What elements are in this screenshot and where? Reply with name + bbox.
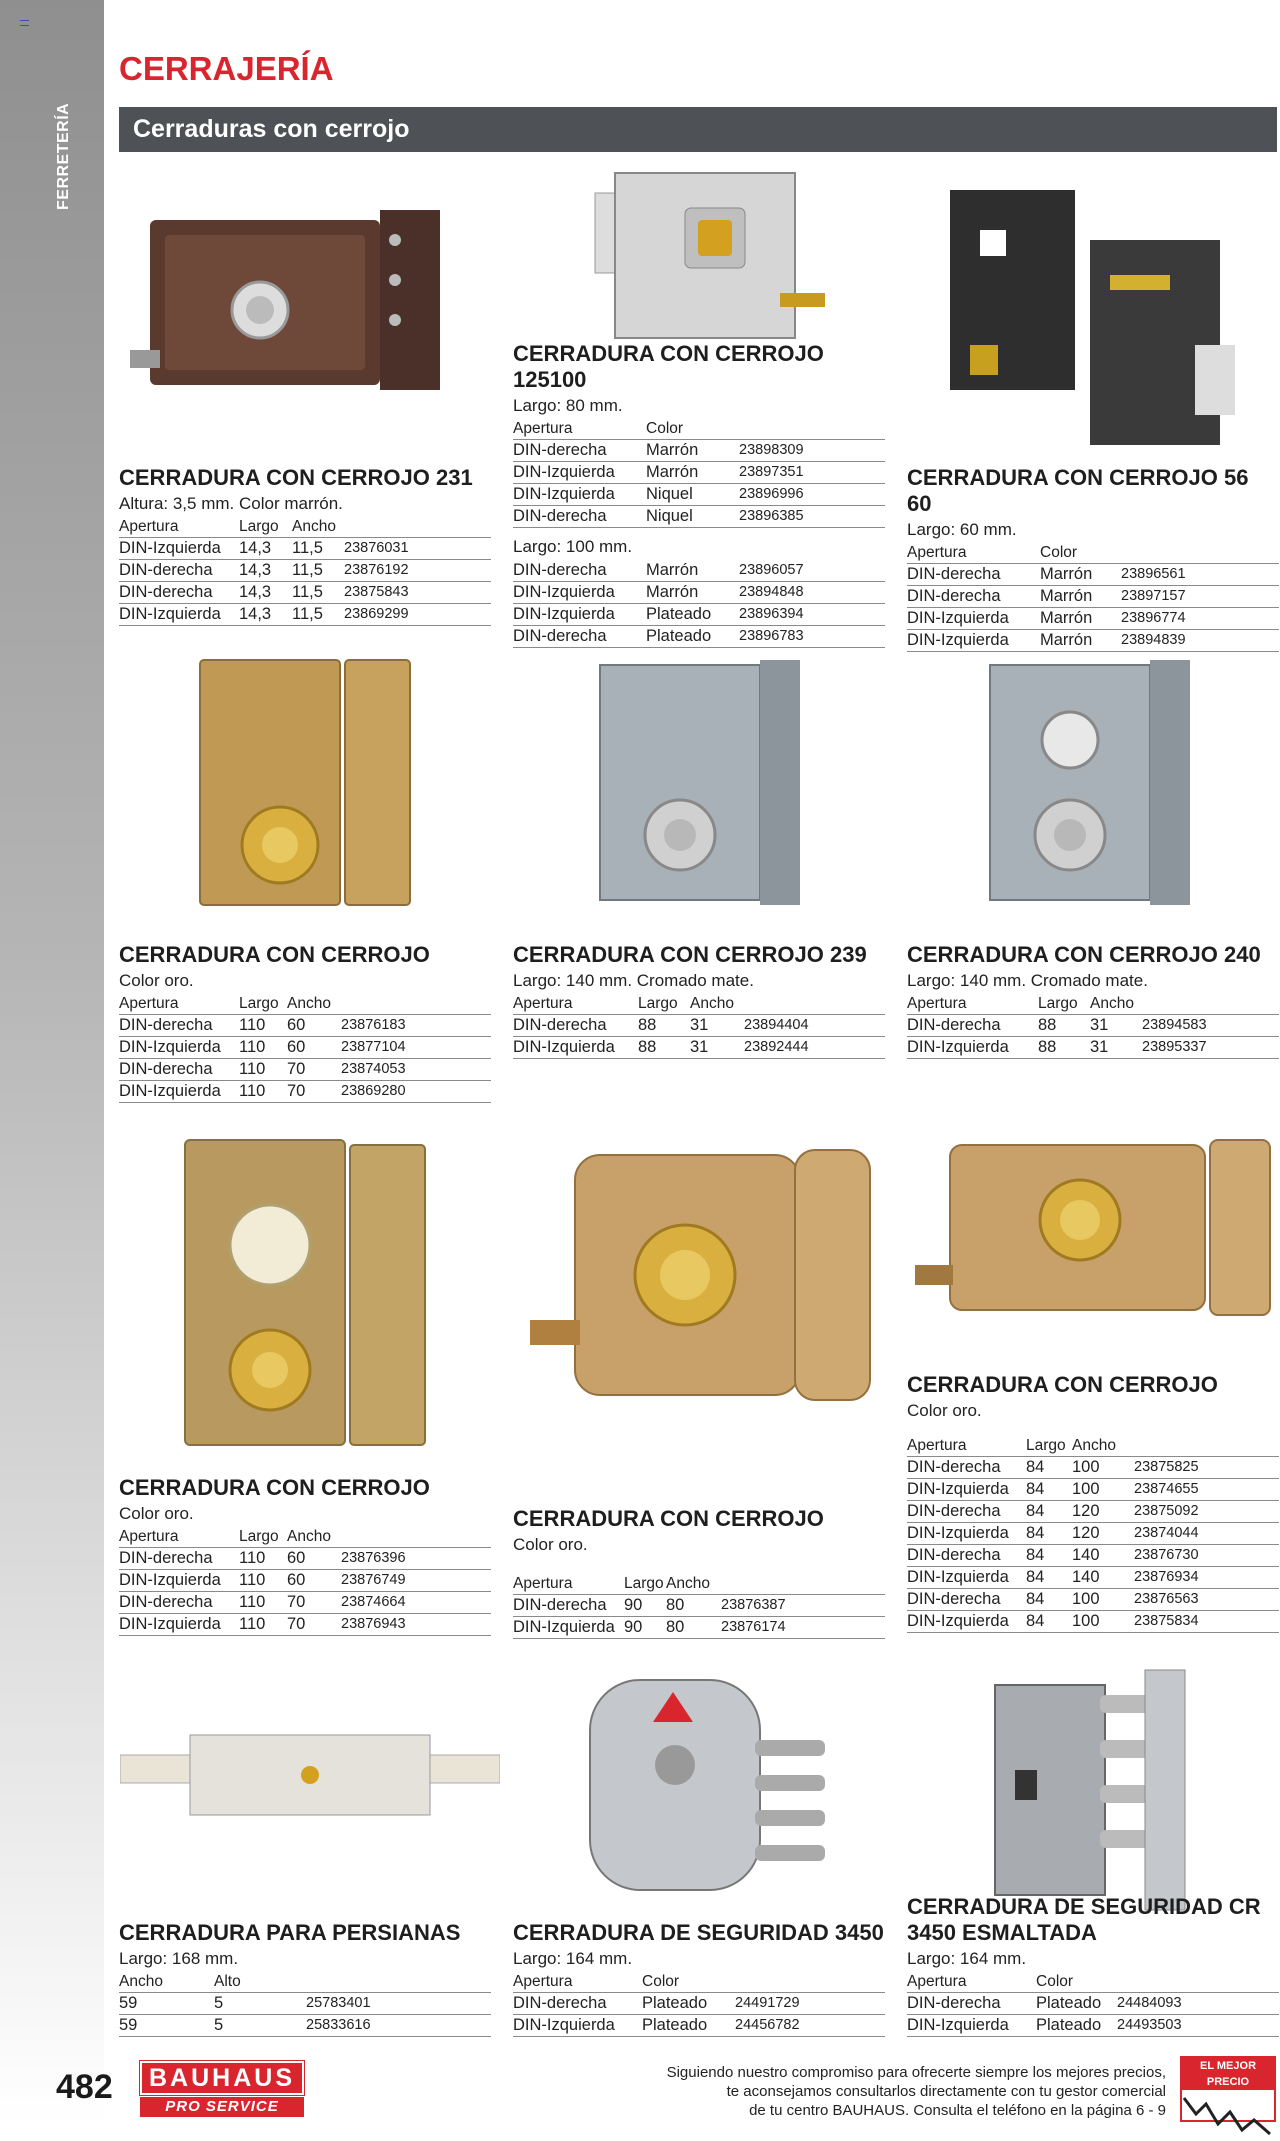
product-title: CERRADURA CON CERROJO xyxy=(513,1506,824,1531)
product-desc: Largo: 164 mm. xyxy=(907,1949,1027,1968)
product-title: CERRADURA CON CERROJO xyxy=(907,1372,1218,1397)
product-image-3450 xyxy=(575,1660,835,1915)
table-row: DIN-Izquierda Plateado 24493503 xyxy=(907,2015,1279,2037)
product-card xyxy=(907,1894,1279,2037)
table-row: DIN-Izquierda 110 60 23877104 xyxy=(119,1037,491,1059)
product-image-persianas xyxy=(120,1730,500,1820)
product-image-cr3450 xyxy=(985,1665,1210,1915)
table-row: DIN-derecha Marrón 23896561 xyxy=(907,564,1279,586)
product-card xyxy=(119,465,491,626)
product-card xyxy=(513,942,885,1059)
product-card xyxy=(513,341,885,648)
product-title: CERRADURA CON CERROJO 125100 xyxy=(513,341,824,392)
table-row: DIN-Izquierda 88 31 23895337 xyxy=(907,1037,1279,1059)
product-desc: Largo: 164 mm. xyxy=(513,1949,633,1968)
product-desc: Largo: 140 mm. Cromado mate. xyxy=(513,971,754,990)
table-row: DIN-Izquierda 88 31 23892444 xyxy=(513,1037,885,1059)
logo-wordmark: BAUHAUS xyxy=(140,2061,304,2095)
footer-note xyxy=(600,2063,1166,2120)
section-title: Cerraduras con cerrojo xyxy=(119,107,1277,152)
table-row: DIN-derecha Niquel 23896385 xyxy=(513,506,885,528)
table-header: Apertura Color xyxy=(513,1972,885,1993)
sidebar-mark xyxy=(20,20,29,26)
product-table xyxy=(119,994,491,1103)
product-card xyxy=(907,465,1279,652)
badge-label: EL MEJOR PRECIO xyxy=(1182,2058,1274,2090)
product-desc: Color oro. xyxy=(907,1401,982,1420)
table-row: DIN-Izquierda 110 70 23876943 xyxy=(119,1614,491,1636)
sidebar-label-wrap xyxy=(55,100,95,210)
product-image-239 xyxy=(595,655,805,910)
page-number: 482 xyxy=(56,2068,113,2106)
product-card xyxy=(907,942,1279,1059)
product-table xyxy=(513,994,885,1059)
table-row: DIN-derecha 90 80 23876387 xyxy=(513,1595,885,1617)
product-desc: Color oro. xyxy=(119,971,194,990)
product-card xyxy=(119,1920,491,2037)
table-row: DIN-derecha 110 70 23874053 xyxy=(119,1059,491,1081)
sidebar xyxy=(0,0,104,2124)
product-desc: Color oro. xyxy=(513,1535,588,1554)
product-table xyxy=(513,560,885,648)
product-desc: Largo: 60 mm. xyxy=(907,520,1017,539)
product-table xyxy=(119,1972,491,2037)
product-card xyxy=(119,1475,491,1636)
table-row: DIN-derecha Marrón 23896057 xyxy=(513,560,885,582)
table-header: Apertura Largo Ancho xyxy=(119,1527,491,1548)
product-title: CERRADURA DE SEGURIDAD CR 3450 ESMALTADA xyxy=(907,1894,1261,1945)
table-row: DIN-Izquierda Marrón 23897351 xyxy=(513,462,885,484)
product-title: CERRADURA CON CERROJO 231 xyxy=(119,465,473,490)
product-image-oro-4 xyxy=(915,1135,1275,1320)
best-price-badge xyxy=(1180,2056,1276,2122)
table-row: DIN-derecha Marrón 23898309 xyxy=(513,440,885,462)
product-desc-secondary: Largo: 100 mm. xyxy=(513,537,633,556)
product-card xyxy=(119,942,491,1103)
logo-subline: PRO SERVICE xyxy=(140,2097,304,2117)
product-image-240 xyxy=(985,655,1195,910)
footer-note-line: te aconsejamos consultarlos directamente con tu gestor comercial xyxy=(726,2083,1166,2100)
product-desc: Color oro. xyxy=(119,1504,194,1523)
table-row: DIN-Izquierda Plateado 24456782 xyxy=(513,2015,885,2037)
table-row: DIN-Izquierda Niquel 23896996 xyxy=(513,484,885,506)
table-row: DIN-derecha 14,3 11,5 23875843 xyxy=(119,582,491,604)
product-image-231 xyxy=(130,200,450,410)
table-header: Apertura Largo Ancho xyxy=(907,1436,1279,1457)
product-table xyxy=(513,1972,885,2037)
product-image-oro-3 xyxy=(525,1145,875,1405)
footer-note-line: Siguiendo nuestro compromiso para ofrecerte siempre los mejores precios, xyxy=(666,2064,1166,2081)
product-card xyxy=(513,1920,885,2037)
price-chart-icon xyxy=(1182,2090,1274,2136)
table-row: DIN-derecha 88 31 23894583 xyxy=(907,1015,1279,1037)
footer-note-line: de tu centro BAUHAUS. Consulta el teléfono en la página 6 - 9 xyxy=(749,2102,1166,2119)
table-row: DIN-derecha Plateado 24484093 xyxy=(907,1993,1279,2015)
table-row: 59 5 25783401 xyxy=(119,1993,491,2015)
sidebar-label: FERRETERÍA xyxy=(55,102,72,210)
product-table xyxy=(513,419,885,528)
product-title: CERRADURA DE SEGURIDAD 3450 xyxy=(513,1920,884,1945)
table-row: DIN-derecha Plateado 23896783 xyxy=(513,626,885,648)
product-image-5660 xyxy=(940,180,1240,450)
product-title: CERRADURA CON CERROJO xyxy=(119,942,430,967)
table-header: Apertura Color xyxy=(513,419,885,440)
product-title: CERRADURA PARA PERSIANAS xyxy=(119,1920,461,1945)
table-header: Apertura Largo Ancho xyxy=(119,994,491,1015)
table-row: DIN-Izquierda 84 100 23874655 xyxy=(907,1479,1279,1501)
product-table xyxy=(513,1574,885,1639)
table-row: DIN-Izquierda 90 80 23876174 xyxy=(513,1617,885,1639)
product-title: CERRADURA CON CERROJO xyxy=(119,1475,430,1500)
table-header: Apertura Largo Ancho xyxy=(513,994,885,1015)
table-row: DIN-Izquierda Marrón 23894839 xyxy=(907,630,1279,652)
table-row: DIN-derecha Marrón 23897157 xyxy=(907,586,1279,608)
table-header: Apertura Color xyxy=(907,543,1279,564)
product-card xyxy=(907,1372,1279,1633)
table-header: Ancho Alto xyxy=(119,1972,491,1993)
table-row: DIN-derecha 84 140 23876730 xyxy=(907,1545,1279,1567)
product-title: CERRADURA CON CERROJO 56 60 xyxy=(907,465,1249,516)
table-row: DIN-derecha 88 31 23894404 xyxy=(513,1015,885,1037)
product-desc: Largo: 140 mm. Cromado mate. xyxy=(907,971,1148,990)
product-table xyxy=(119,517,491,626)
product-image-oro-2 xyxy=(180,1135,430,1450)
table-row: 59 5 25833616 xyxy=(119,2015,491,2037)
table-row: DIN-Izquierda 84 100 23875834 xyxy=(907,1611,1279,1633)
table-row: DIN-Izquierda Marrón 23894848 xyxy=(513,582,885,604)
table-row: DIN-derecha 110 70 23874664 xyxy=(119,1592,491,1614)
table-row: DIN-Izquierda 14,3 11,5 23876031 xyxy=(119,538,491,560)
table-row: DIN-Izquierda 110 60 23876749 xyxy=(119,1570,491,1592)
table-row: DIN-derecha 84 100 23876563 xyxy=(907,1589,1279,1611)
table-header: Apertura Largo Ancho xyxy=(907,994,1279,1015)
product-desc: Largo: 168 mm. xyxy=(119,1949,239,1968)
product-card xyxy=(513,1506,885,1639)
table-row: DIN-Izquierda Marrón 23896774 xyxy=(907,608,1279,630)
page-title: CERRAJERÍA xyxy=(119,50,334,87)
table-row: DIN-Izquierda 14,3 11,5 23869299 xyxy=(119,604,491,626)
table-row: DIN-derecha 110 60 23876183 xyxy=(119,1015,491,1037)
product-desc: Altura: 3,5 mm. Color marrón. xyxy=(119,494,343,513)
table-header: Apertura Largo Ancho xyxy=(119,517,491,538)
table-row: DIN-derecha 84 100 23875825 xyxy=(907,1457,1279,1479)
product-image-125100 xyxy=(575,168,835,348)
table-header: Apertura Largo Ancho xyxy=(513,1574,885,1595)
product-title: CERRADURA CON CERROJO 239 xyxy=(513,942,867,967)
table-row: DIN-Izquierda 84 140 23876934 xyxy=(907,1567,1279,1589)
table-row: DIN-Izquierda 110 70 23869280 xyxy=(119,1081,491,1103)
bauhaus-logo xyxy=(140,2061,304,2117)
table-row: DIN-Izquierda Plateado 23896394 xyxy=(513,604,885,626)
product-table xyxy=(907,1436,1279,1633)
table-header: Apertura Color xyxy=(907,1972,1279,1993)
product-table xyxy=(907,1972,1279,2037)
product-desc: Largo: 80 mm. xyxy=(513,396,623,415)
table-row: DIN-derecha 14,3 11,5 23876192 xyxy=(119,560,491,582)
table-row: DIN-derecha 84 120 23875092 xyxy=(907,1501,1279,1523)
product-image-oro-1 xyxy=(195,655,415,910)
product-table xyxy=(907,543,1279,652)
product-title: CERRADURA CON CERROJO 240 xyxy=(907,942,1261,967)
product-table xyxy=(907,994,1279,1059)
table-row: DIN-Izquierda 84 120 23874044 xyxy=(907,1523,1279,1545)
table-row: DIN-derecha Plateado 24491729 xyxy=(513,1993,885,2015)
table-row: DIN-derecha 110 60 23876396 xyxy=(119,1548,491,1570)
product-table xyxy=(119,1527,491,1636)
